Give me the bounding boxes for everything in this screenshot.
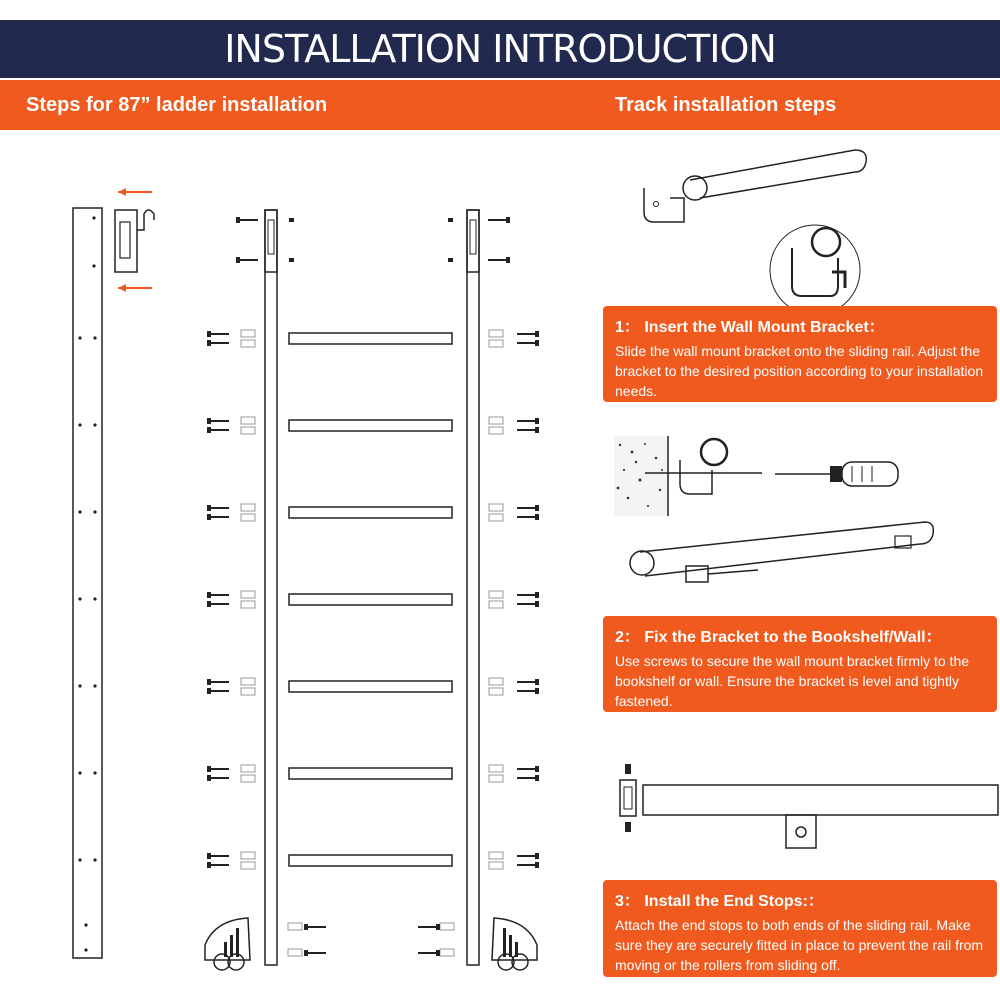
step-3-text: Attach the end stops to both ends of the sliding rail. Make sure they are securely fitted in place to prevent the rail from moving or the rollers from sliding off. <box>615 917 984 973</box>
ladder-steps-heading: Steps for 87” ladder installation <box>26 94 328 116</box>
step-2-text: Use screws to secure the wall mount bracket firmly to the bookshelf or wall. Ensure the bracket is level and tightly fastened. <box>615 653 970 709</box>
step-card-1 <box>603 306 997 402</box>
step-1-title: 1： Insert the Wall Mount Bracket： <box>615 319 885 336</box>
step-card-2 <box>603 616 997 712</box>
step-3-title: 3： Install the End Stops:： <box>615 893 824 910</box>
track-steps-heading: Track installation steps <box>615 94 837 116</box>
hook-bracket-icon <box>115 188 154 292</box>
track-step2-illustration <box>614 436 933 582</box>
page-title: INSTALLATION INTRODUCTION <box>0 20 1000 78</box>
step-2-title: 2： Fix the Bracket to the Bookshelf/Wall： <box>615 629 942 646</box>
ladder-side-rail-left <box>73 208 102 958</box>
step-1-text: Slide the wall mount bracket onto the sliding rail. Adjust the bracket to the desired position according to your installation needs. <box>615 343 984 399</box>
ladder-rungs <box>207 330 539 869</box>
step-card-3 <box>603 880 997 977</box>
track-step3-illustration <box>620 764 998 848</box>
roller-wheel-right-icon <box>418 918 537 970</box>
track-step1-illustration <box>644 150 866 315</box>
